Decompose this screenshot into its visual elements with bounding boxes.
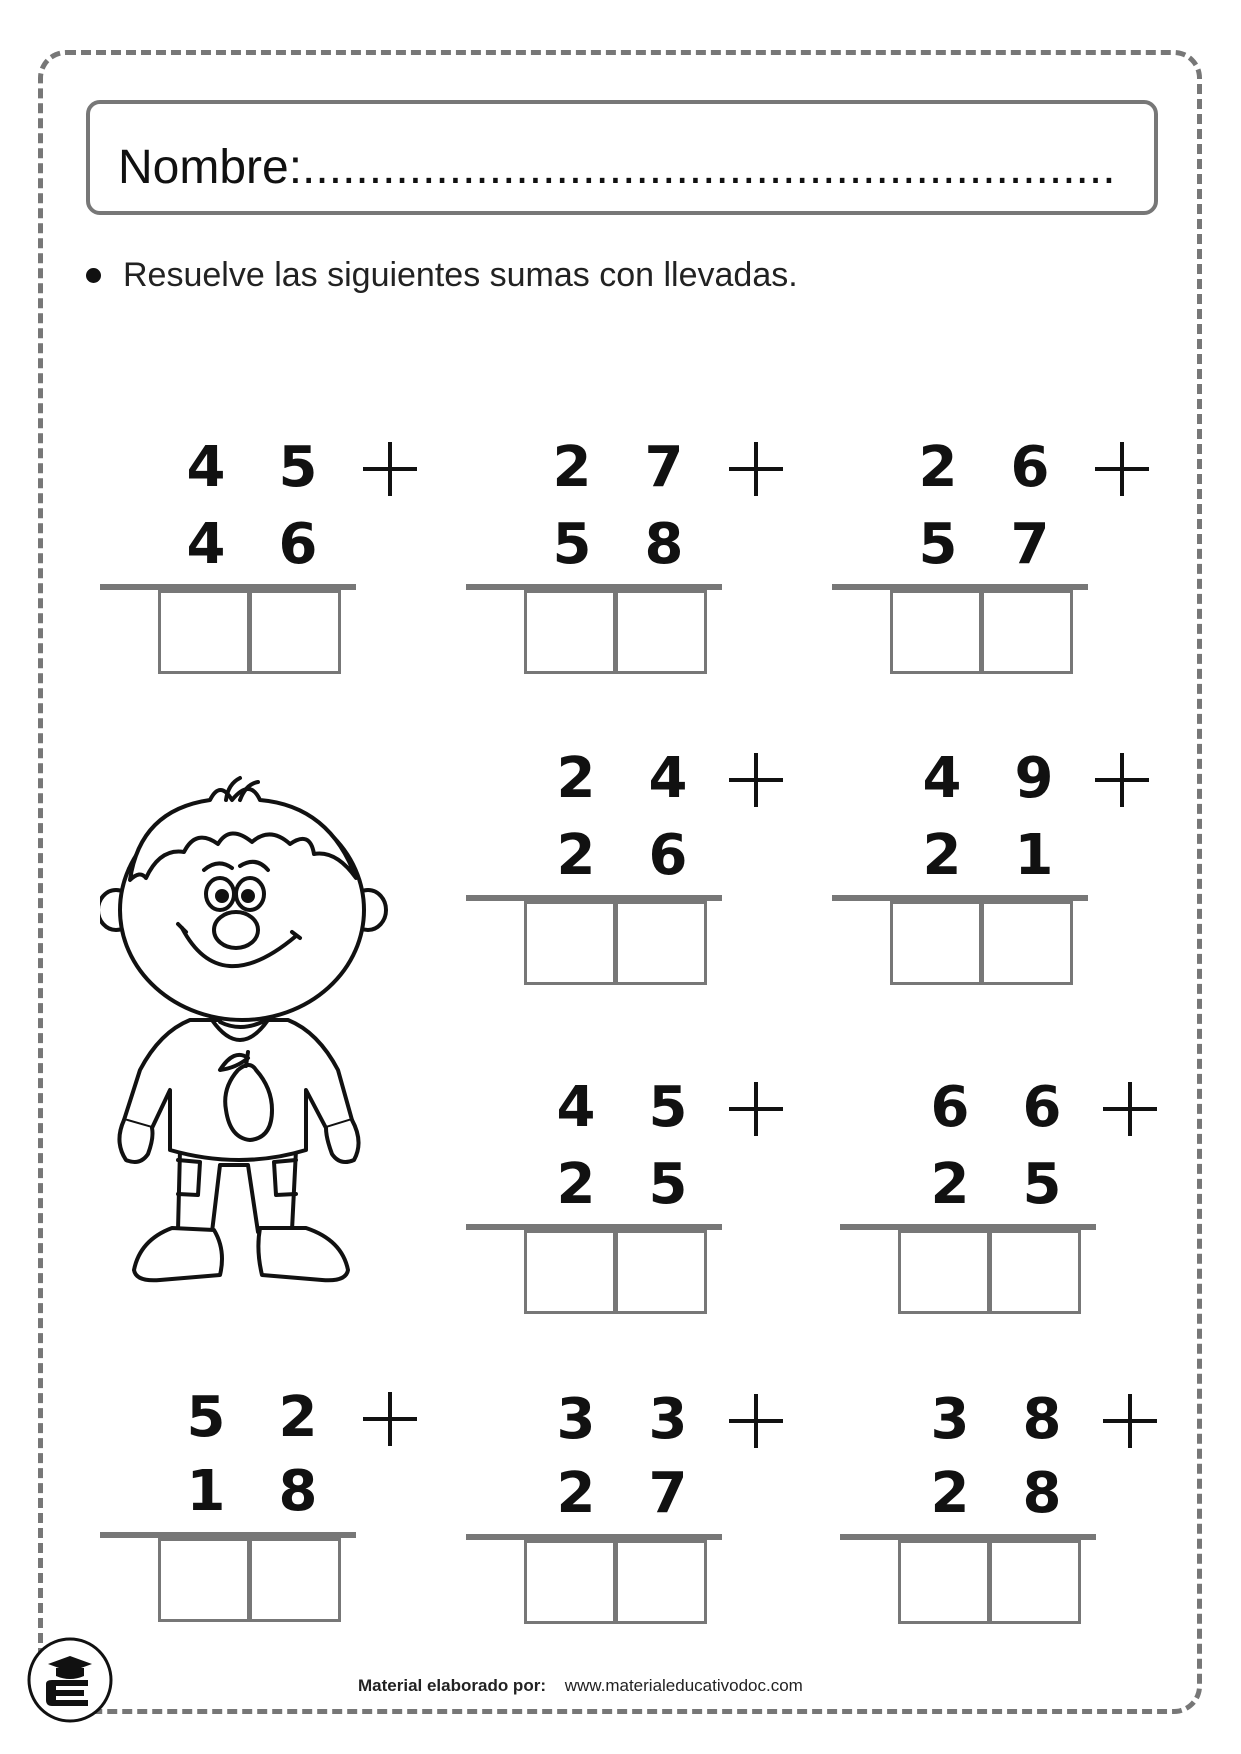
answer-box-units[interactable] xyxy=(249,590,341,674)
bottom-tens-digit: 5 xyxy=(918,512,958,577)
bottom-tens-digit: 5 xyxy=(552,512,592,577)
plus-icon xyxy=(729,1394,783,1448)
bullet-icon xyxy=(86,268,101,283)
plus-icon xyxy=(1103,1082,1157,1136)
bottom-units-digit: 5 xyxy=(648,1152,688,1217)
answer-box-units[interactable] xyxy=(615,1540,707,1624)
top-tens-digit: 2 xyxy=(918,435,958,500)
top-tens-digit: 3 xyxy=(930,1387,970,1452)
addition-problem xyxy=(466,1387,766,1642)
addition-problem xyxy=(466,435,766,690)
footer xyxy=(358,1676,803,1696)
answer-box-tens[interactable] xyxy=(524,1540,616,1624)
bottom-units-digit: 7 xyxy=(1010,512,1050,577)
top-units-digit: 5 xyxy=(278,435,318,500)
plus-icon xyxy=(729,753,783,807)
answer-box-tens[interactable] xyxy=(890,590,982,674)
bottom-tens-digit: 2 xyxy=(556,1461,596,1526)
top-tens-digit: 2 xyxy=(556,746,596,811)
bottom-units-digit: 8 xyxy=(644,512,684,577)
top-units-digit: 8 xyxy=(1022,1387,1062,1452)
bottom-units-digit: 8 xyxy=(1022,1461,1062,1526)
addition-problem xyxy=(100,1385,400,1640)
top-units-digit: 6 xyxy=(1022,1075,1062,1140)
top-units-digit: 9 xyxy=(1014,746,1054,811)
answer-box-units[interactable] xyxy=(249,1538,341,1622)
answer-box-units[interactable] xyxy=(989,1230,1081,1314)
top-tens-digit: 5 xyxy=(186,1385,226,1450)
answer-box-tens[interactable] xyxy=(890,901,982,985)
answer-box-units[interactable] xyxy=(615,590,707,674)
addition-problem xyxy=(832,746,1132,1001)
bottom-units-digit: 8 xyxy=(278,1459,318,1524)
plus-icon xyxy=(1095,753,1149,807)
answer-box-tens[interactable] xyxy=(524,1230,616,1314)
plus-icon xyxy=(363,442,417,496)
addition-problem xyxy=(840,1387,1140,1642)
bottom-units-digit: 1 xyxy=(1014,823,1054,888)
answer-box-tens[interactable] xyxy=(524,590,616,674)
answer-box-units[interactable] xyxy=(989,1540,1081,1624)
name-label: Nombre:............................................................. xyxy=(118,141,1116,194)
bottom-tens-digit: 2 xyxy=(556,1152,596,1217)
answer-box-tens[interactable] xyxy=(898,1230,990,1314)
top-tens-digit: 4 xyxy=(922,746,962,811)
bottom-units-digit: 5 xyxy=(1022,1152,1062,1217)
top-units-digit: 4 xyxy=(648,746,688,811)
footer-label: Material elaborado por: xyxy=(358,1676,546,1695)
answer-box-tens[interactable] xyxy=(898,1540,990,1624)
bottom-units-digit: 6 xyxy=(648,823,688,888)
top-tens-digit: 6 xyxy=(930,1075,970,1140)
plus-icon xyxy=(729,442,783,496)
answer-box-units[interactable] xyxy=(615,901,707,985)
footer-url[interactable]: www.materialeducativodoc.com xyxy=(564,1676,803,1695)
cartoon-boy-illustration xyxy=(100,770,400,1310)
plus-icon xyxy=(1095,442,1149,496)
top-units-digit: 3 xyxy=(648,1387,688,1452)
top-units-digit: 5 xyxy=(648,1075,688,1140)
bottom-tens-digit: 2 xyxy=(930,1152,970,1217)
plus-icon xyxy=(1103,1394,1157,1448)
addition-problem xyxy=(466,746,766,1001)
bottom-tens-digit: 2 xyxy=(922,823,962,888)
bottom-tens-digit: 2 xyxy=(556,823,596,888)
plus-icon xyxy=(729,1082,783,1136)
answer-box-tens[interactable] xyxy=(524,901,616,985)
bottom-units-digit: 6 xyxy=(278,512,318,577)
top-tens-digit: 4 xyxy=(186,435,226,500)
instruction xyxy=(86,256,798,295)
answer-box-units[interactable] xyxy=(981,590,1073,674)
addition-problem xyxy=(466,1075,766,1330)
answer-box-units[interactable] xyxy=(615,1230,707,1314)
addition-problem xyxy=(100,435,400,690)
graduation-cap-logo-icon xyxy=(26,1636,114,1724)
top-units-digit: 2 xyxy=(278,1385,318,1450)
plus-icon xyxy=(363,1392,417,1446)
addition-problem xyxy=(832,435,1132,690)
top-units-digit: 6 xyxy=(1010,435,1050,500)
addition-problem xyxy=(840,1075,1140,1330)
instruction-text: Resuelve las siguientes sumas con llevadas. xyxy=(123,256,798,294)
top-tens-digit: 4 xyxy=(556,1075,596,1140)
bottom-tens-digit: 4 xyxy=(186,512,226,577)
bottom-units-digit: 7 xyxy=(648,1461,688,1526)
answer-box-tens[interactable] xyxy=(158,1538,250,1622)
bottom-tens-digit: 1 xyxy=(186,1459,226,1524)
top-units-digit: 7 xyxy=(644,435,684,500)
name-field[interactable] xyxy=(86,100,1158,215)
top-tens-digit: 3 xyxy=(556,1387,596,1452)
answer-box-units[interactable] xyxy=(981,901,1073,985)
bottom-tens-digit: 2 xyxy=(930,1461,970,1526)
top-tens-digit: 2 xyxy=(552,435,592,500)
answer-box-tens[interactable] xyxy=(158,590,250,674)
